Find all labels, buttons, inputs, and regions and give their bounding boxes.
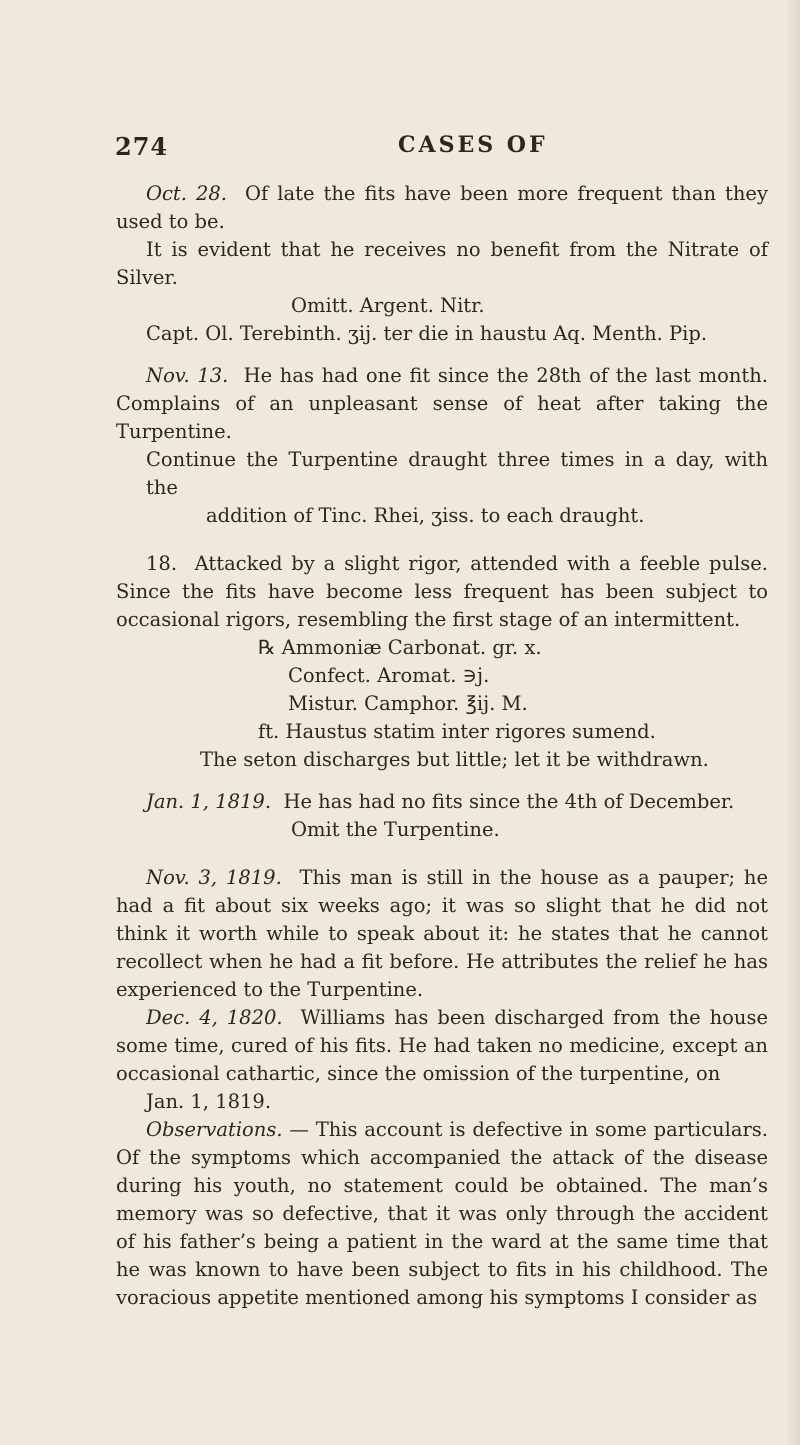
spacer [116, 844, 768, 864]
page-body [116, 180, 768, 1312]
entry-text: Attacked by a slight rigor, attended with a feeble pulse. Since the fits have become less frequent has been subject to occasional rigors, resembling the first stage of an intermittent. [116, 552, 768, 631]
observations-paragraph [116, 1116, 768, 1312]
observations-label: Observations. — [146, 1118, 309, 1141]
prescription-line: Omit the Turpentine. [291, 818, 500, 841]
prescription-line: Omitt. Argent. Nitr. [291, 294, 485, 317]
prescription-line: Confect. Aromat. ∋j. [288, 664, 490, 687]
prescription-line: ℞ Ammoniæ Carbonat. gr. x. [258, 636, 542, 659]
entry-oct28 [116, 180, 768, 236]
prescription-line: Mistur. Camphor. ℥ij. M. [288, 692, 528, 715]
prescription-line: addition of Tinc. Rhei, ʒiss. to each draught. [206, 504, 645, 527]
page-number: 274 [115, 132, 169, 161]
prescription-line: Continue the Turpentine draught three times in a day, with the [146, 448, 768, 499]
prescription-line: The seton discharges but little; let it be withdrawn. [200, 748, 709, 771]
entry-text: He has had one fit since the 28th of the last month. Complains of an unpleasant sense of heat after taking the Turpentine. [116, 364, 768, 443]
entry-date: Jan. 1, 1819. [146, 790, 272, 813]
running-head: CASES OF [398, 132, 548, 158]
prescription-line: ft. Haustus statim inter rigores sumend. [258, 720, 656, 743]
entry-jan1 [116, 788, 768, 816]
entry-dec4-tail: Jan. 1, 1819. [146, 1090, 272, 1113]
observations-text: This account is defective in some particulars. Of the symptoms which accompanied the attack of the disease during his youth, no statement could be obtained. The man’s memory was so defective, that it was only through the accident of his father’s being a patient in the ward at the same time that he was known to have been subject to fits in his childhood. The voracious appetite mentioned among his symptoms I consider as [116, 1118, 769, 1309]
spacer [116, 530, 768, 550]
prescription-line: Capt. Ol. Terebinth. ʒij. ter die in haustu Aq. Menth. Pip. [146, 322, 708, 345]
entry-18 [116, 550, 768, 634]
page-edge-shadow [786, 0, 800, 1445]
entry-nov3 [116, 864, 768, 1004]
entry-date: Nov. 13. [146, 364, 229, 387]
page-header [115, 132, 755, 168]
entry-nov13 [116, 362, 768, 446]
entry-text: Williams has been discharged from the house some time, cured of his fits. He had taken no medicine, except an occasional cathartic, since the omission of the turpentine, on [116, 1006, 768, 1085]
entry-oct28-continued: It is evident that he receives no benefit from the Nitrate of Silver. [116, 238, 768, 289]
entry-text: He has had no fits since the 4th of December. [283, 790, 735, 813]
entry-date: 18. [146, 552, 178, 575]
entry-text: This man is still in the house as a pauper; he had a fit about six weeks ago; it was so slight that he did not think it worth while to speak about it: he states that he cannot recollect when he had a fit before. He attributes the relief he has experienced to the Turpentine. [116, 866, 769, 1001]
entry-text: Of late the fits have been more frequent than they used to be. [116, 182, 768, 233]
entry-date: Oct. 28. [146, 182, 227, 205]
entry-dec4 [116, 1004, 768, 1088]
entry-date: Nov. 3, 1819. [146, 866, 282, 889]
entry-date: Dec. 4, 1820. [146, 1006, 283, 1029]
spacer [116, 348, 768, 362]
spacer [116, 774, 768, 788]
